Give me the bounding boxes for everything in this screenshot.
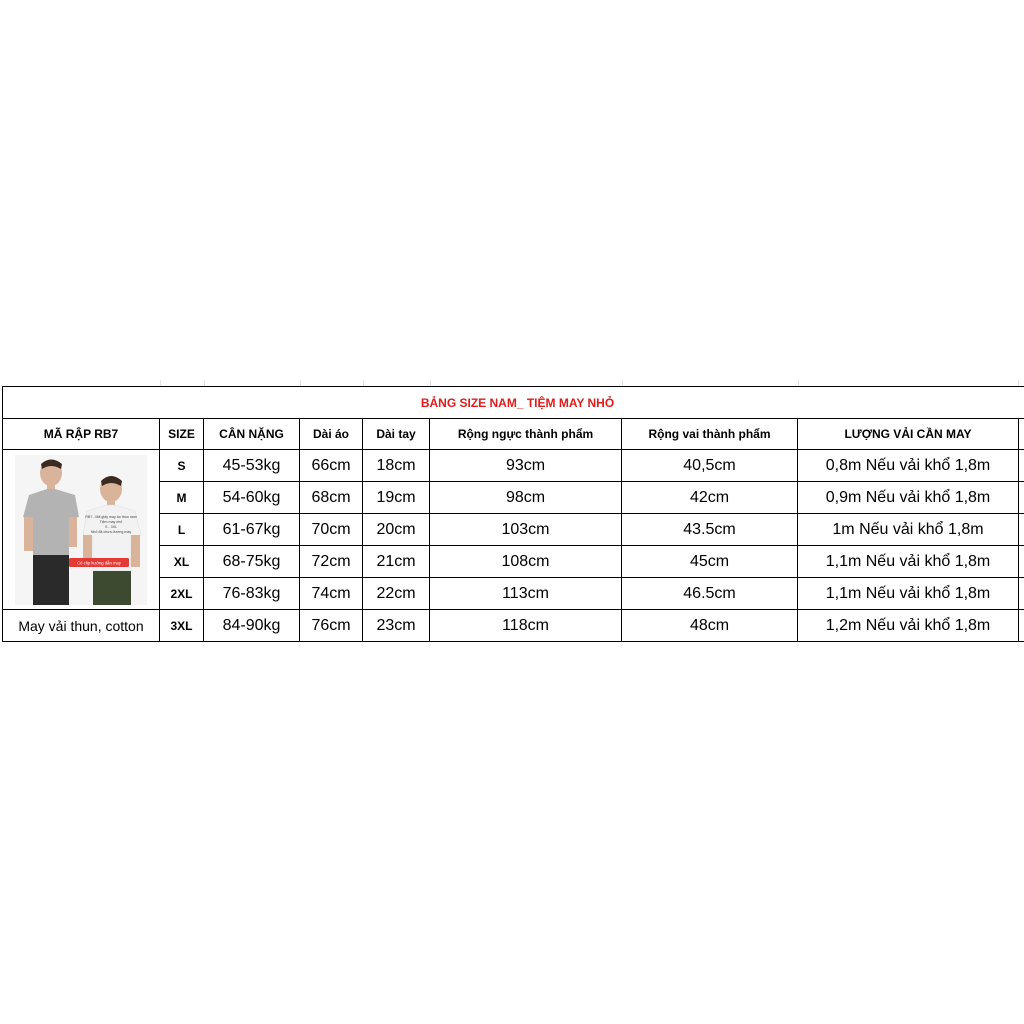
header-chest: Rộng ngực thành phẩm [430,419,622,450]
fabric-cell: 1,1m Nếu vải khổ 1,8m [798,578,1019,610]
sleeve-cell: 18cm [363,450,430,482]
badge-text: Có clip hướng dẫn may [77,560,121,565]
length-cell: 66cm [300,450,363,482]
header-row [3,419,1024,450]
caption-line-2: Tiệm may nhỏ [99,519,123,524]
product-photo-cell [3,450,160,610]
header-shoulder: Rộng vai thành phẩm [622,419,798,450]
length-cell: 76cm [300,610,363,642]
shoulder-cell: 45cm [622,546,798,578]
weight-cell: 68-75kg [204,546,300,578]
sleeve-cell: 21cm [363,546,430,578]
shoulder-cell: 46.5cm [622,578,798,610]
weight-cell: 54-60kg [204,482,300,514]
header-length: Dài áo [300,419,363,450]
size-cell: L [160,514,204,546]
weight-cell: 45-53kg [204,450,300,482]
shoulder-cell: 42cm [622,482,798,514]
shoulder-cell: 48cm [622,610,798,642]
sleeve-cell: 23cm [363,610,430,642]
empty-cell [1019,450,1024,482]
shoulder-cell: 43.5cm [622,514,798,546]
caption-line-3: S - 3XL [105,524,117,529]
size-cell: 2XL [160,578,204,610]
length-cell: 70cm [300,514,363,546]
empty-cell [1019,419,1024,450]
material-note: May vải thun, cotton [3,610,160,642]
size-table [2,386,1024,642]
table-row [3,610,1024,642]
shoulder-cell: 40,5cm [622,450,798,482]
empty-cell [1019,546,1024,578]
weight-cell: 84-90kg [204,610,300,642]
chest-cell: 118cm [430,610,622,642]
header-fabric: LƯỢNG VẢI CẦN MAY [798,419,1019,450]
fabric-cell: 1,2m Nếu vải khổ 1,8m [798,610,1019,642]
size-cell: S [160,450,204,482]
sleeve-cell: 19cm [363,482,430,514]
product-photo [15,455,147,605]
header-sleeve: Dài tay [363,419,430,450]
table-title: BẢNG SIZE NAM_ TIỆM MAY NHỎ [3,387,1024,419]
header-weight: CÂN NẶNG [204,419,300,450]
caption-line-1: RB7 - Mã giấy may áo thun nam [85,514,137,519]
title-row [3,387,1024,419]
chest-cell: 93cm [430,450,622,482]
fabric-cell: 1m Nếu vải khổ 1,8m [798,514,1019,546]
length-cell: 72cm [300,546,363,578]
empty-cell [1019,514,1024,546]
weight-cell: 61-67kg [204,514,300,546]
weight-cell: 76-83kg [204,578,300,610]
sleeve-cell: 22cm [363,578,430,610]
sleeve-cell: 20cm [363,514,430,546]
size-cell: XL [160,546,204,578]
chest-cell: 113cm [430,578,622,610]
size-cell: 3XL [160,610,204,642]
length-cell: 74cm [300,578,363,610]
chest-cell: 108cm [430,546,622,578]
fabric-cell: 1,1m Nếu vải khổ 1,8m [798,546,1019,578]
empty-cell [1019,482,1024,514]
chest-cell: 103cm [430,514,622,546]
empty-cell [1019,578,1024,610]
fabric-cell: 0,8m Nếu vải khổ 1,8m [798,450,1019,482]
header-size: SIZE [160,419,204,450]
caption-line-4: Nhỏ đã chứa đường may [90,529,132,534]
size-cell: M [160,482,204,514]
length-cell: 68cm [300,482,363,514]
empty-cell [1019,610,1024,642]
tshirt-models-image [15,455,147,605]
chest-cell: 98cm [430,482,622,514]
fabric-cell: 0,9m Nếu vải khổ 1,8m [798,482,1019,514]
table-row [3,450,1024,482]
header-pattern: MÃ RẬP RB7 [3,419,160,450]
spreadsheet-area [0,380,1024,642]
